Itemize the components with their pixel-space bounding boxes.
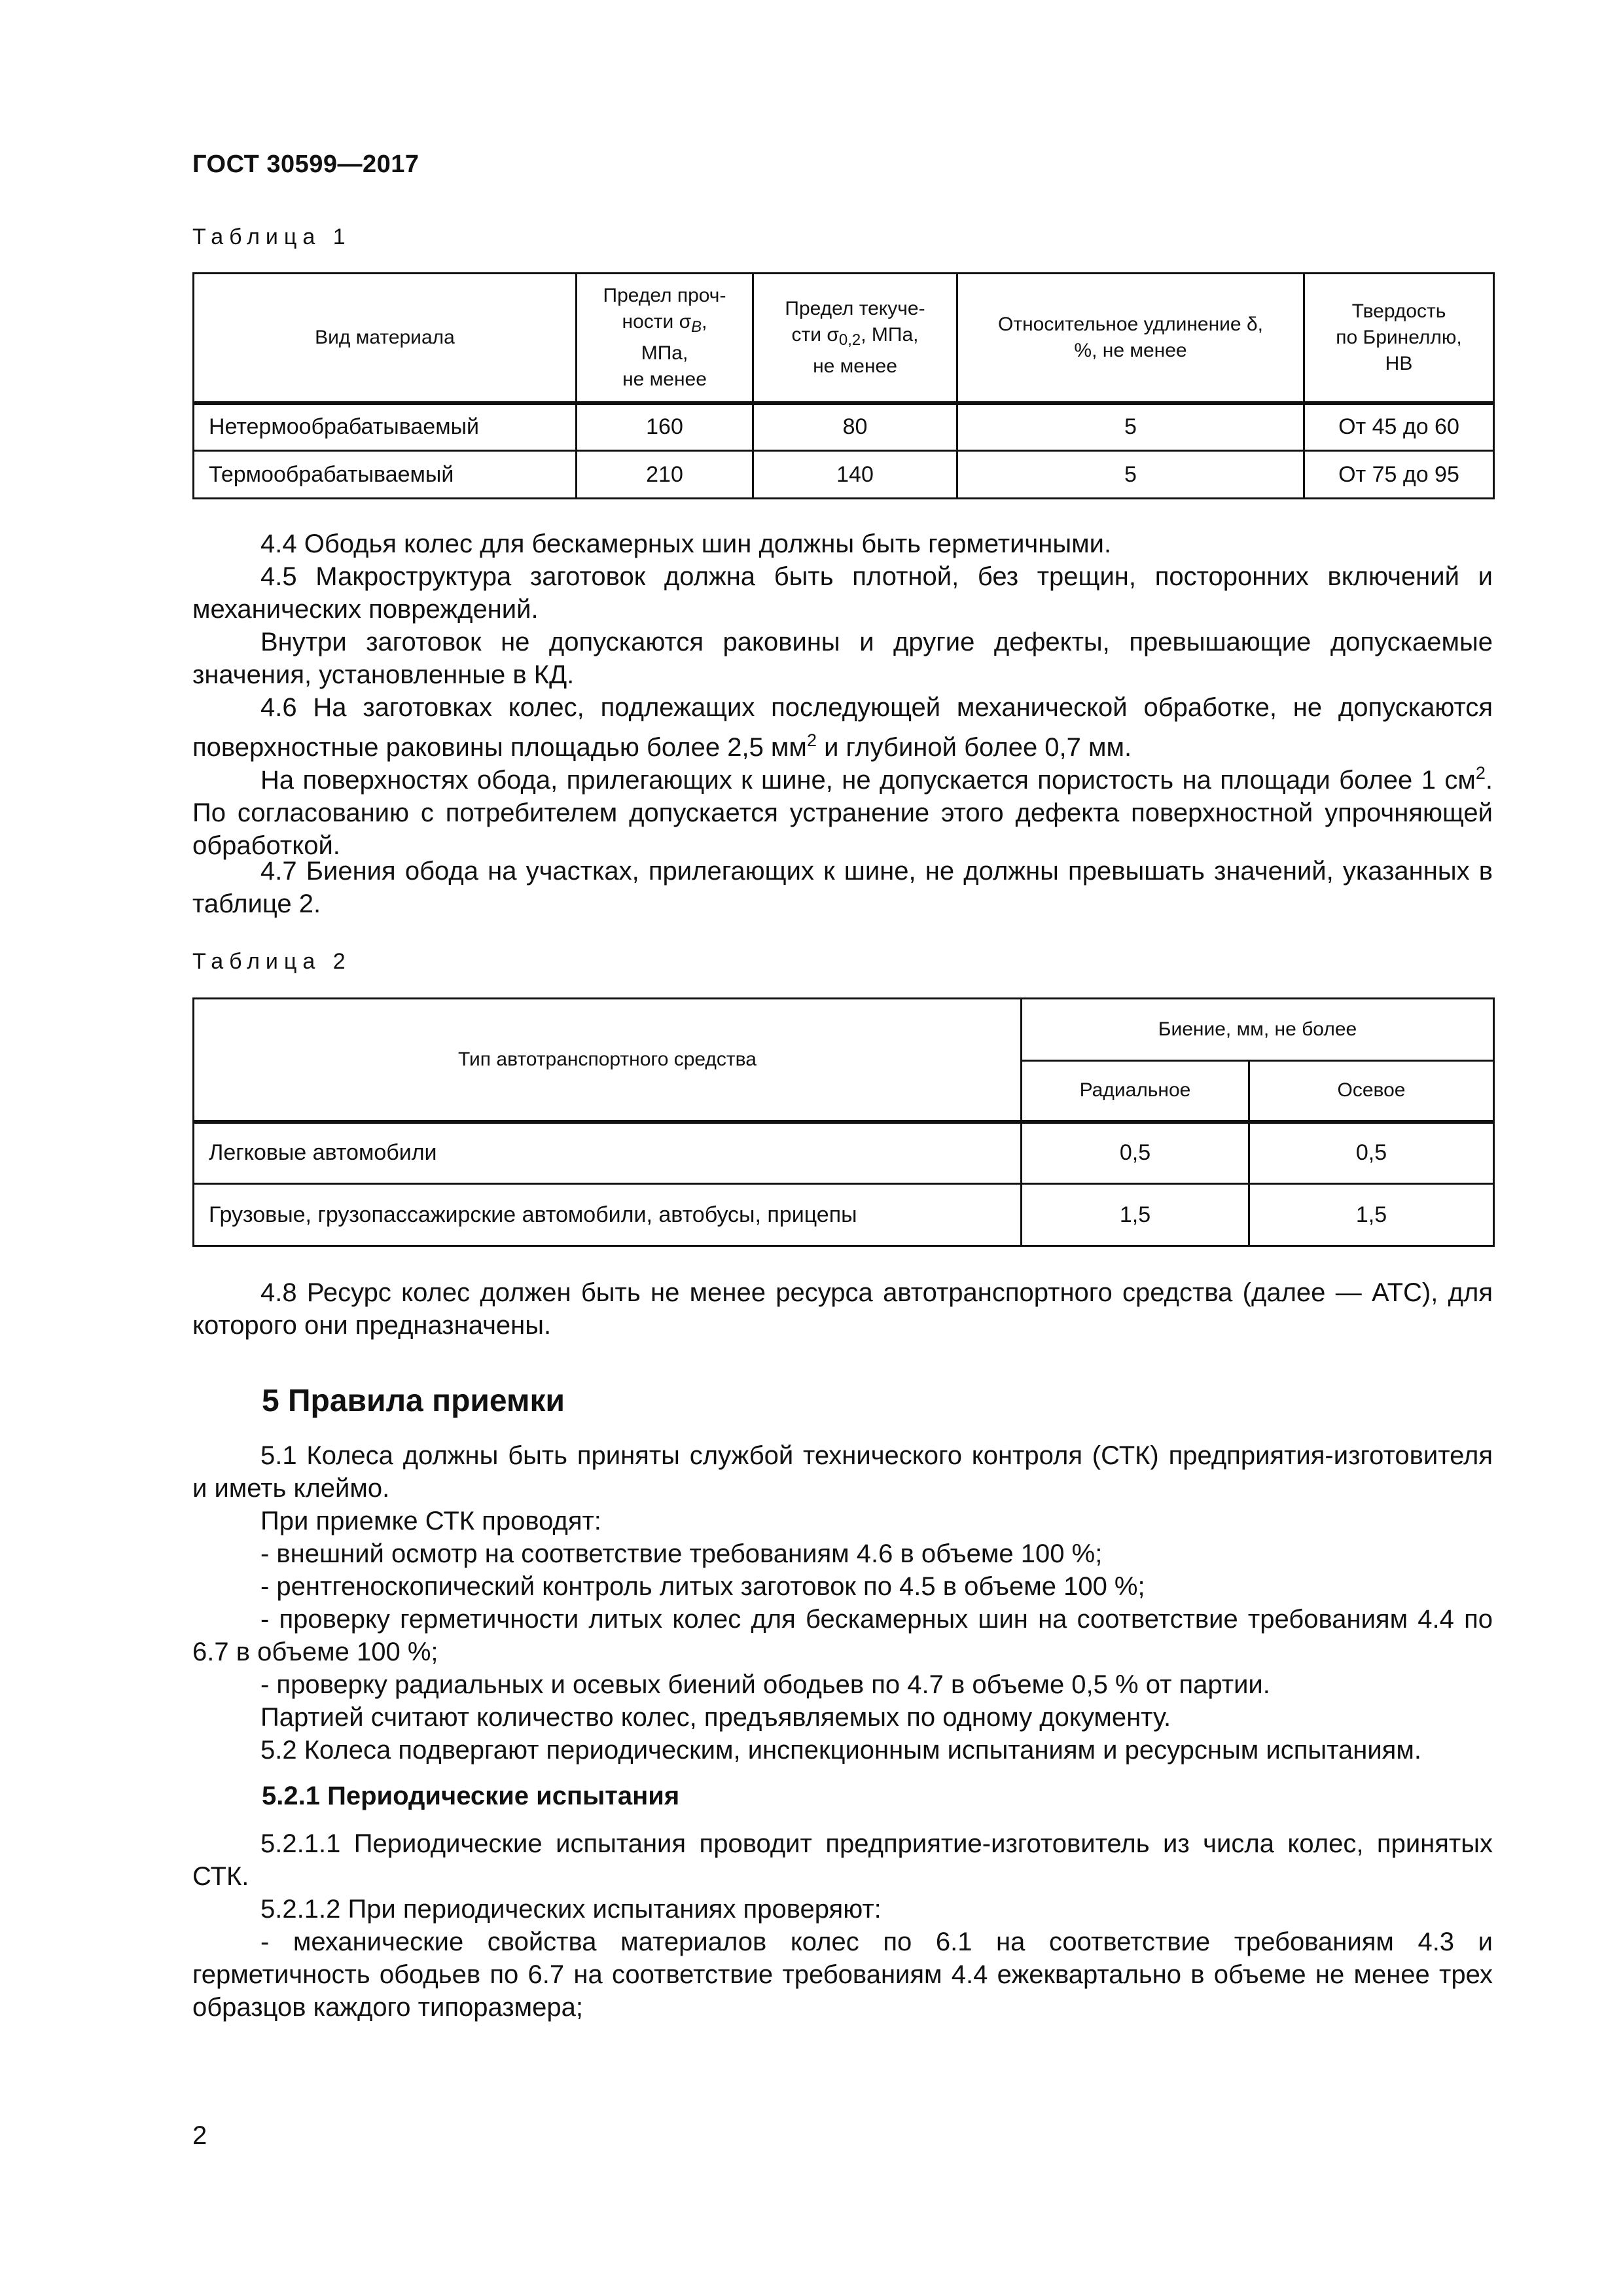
paragraph-4-7: 4.7 Биения обода на участках, прилегающих к шине, не должны превышать значений, указанных в таблице 2. (192, 857, 1493, 918)
paragraph-batch: Партией считают количество колес, предъявляемых по одному документу. (260, 1703, 1171, 1732)
t1-cell-hardness: От 45 до 60 (1304, 403, 1494, 451)
list-item: - внешний осмотр на соответствие требованиям 4.6 в объеме 100 %; (260, 1539, 1103, 1568)
subsection-5-2-1-title: 5.2.1 Периодические испытания (262, 1782, 680, 1810)
t2-cell-radial: 1,5 (1022, 1184, 1249, 1246)
paragraph-4-6: 4.6 На заготовках колес, подлежащих последующей механической обработке, не допускаются поверхностные раковины площадью более 2,5 $мм^2$ и глубиной более 0,7 мм. (192, 693, 1493, 762)
paragraph-4-8: 4.8 Ресурс колес должен быть не менее ресурса автотранспортного средства (далее — АТС), для которого они предназначены. (192, 1278, 1493, 1340)
table-1 (192, 272, 1495, 499)
table-row (194, 451, 1494, 499)
table1-caption: Таблица 1 (192, 224, 351, 249)
t2-cell-vehicle: Грузовые, грузопассажирские автомобили, автобусы, прицепы (194, 1184, 1022, 1246)
t2-cell-vehicle: Легковые автомобили (194, 1122, 1022, 1184)
t1-header-elongation: Относительное удлинение δ, %, не менее (957, 274, 1304, 403)
paragraph-5-1: 5.1 Колеса должны быть приняты службой технического контроля (СТК) предприятия-изготовителя и иметь клеймо. (192, 1441, 1493, 1503)
t1-header-hardness: Твердость по Бринеллю, НВ (1304, 274, 1494, 403)
section-5-title: 5 Правила приемки (262, 1384, 565, 1418)
t1-cell-material: Нетермообрабатываемый (194, 403, 577, 451)
t1-cell-elongation: 5 (957, 403, 1304, 451)
paragraph-4-5b: Внутри заготовок не допускаются раковины и другие дефекты, превышающие допускаемые значения, установленные в КД. (192, 628, 1493, 689)
table2-caption: Таблица 2 (192, 949, 351, 974)
list-item: - проверку герметичности литых колес для бескамерных шин на соответствие требованиям 4.4 по 6.7 в объеме 100 %; (192, 1605, 1493, 1666)
t2-header-axial: Осевое (1249, 1061, 1494, 1122)
document-header: ГОСТ 30599—2017 (192, 151, 419, 178)
t2-cell-axial: 1,5 (1249, 1184, 1494, 1246)
t1-cell-yield: 80 (753, 403, 957, 451)
page-number: 2 (192, 2121, 207, 2150)
t1-header-strength: Предел проч- ности $\sigma_B$, МПа, не менее (577, 274, 753, 403)
list-item: - проверку радиальных и осевых биений ободьев по 4.7 в объеме 0,5 % от партии. (260, 1670, 1270, 1699)
t1-header-yield: Предел текуче- сти $\sigma_{0,2}$, МПа, не менее (753, 274, 957, 403)
t1-cell-material: Термообрабатываемый (194, 451, 577, 499)
t1-cell-yield: 140 (753, 451, 957, 499)
paragraph-4-4: 4.4 Ободья колес для бескамерных шин должны быть герметичными. (260, 529, 1112, 558)
table-2 (192, 997, 1495, 1247)
paragraph-4-5: 4.5 Макроструктура заготовок должна быть плотной, без трещин, посторонних включений и механических повреждений. (192, 562, 1493, 624)
list-item: - механические свойства материалов колес по 6.1 на соответствие требованиям 4.3 и герметичность ободьев по 6.7 на соответствие требованиям 4.4 ежеквартально в объеме не менее трех образцов каждого типоразмера; (192, 1928, 1493, 2022)
t2-header-radial: Радиальное (1022, 1061, 1249, 1122)
table-row (194, 1184, 1494, 1246)
t2-header-runout: Биение, мм, не более (1022, 999, 1494, 1061)
list-item: - рентгеноскопический контроль литых заготовок по 4.5 в объеме 100 %; (260, 1572, 1145, 1601)
t1-cell-hardness: От 75 до 95 (1304, 451, 1494, 499)
t2-cell-radial: 0,5 (1022, 1122, 1249, 1184)
paragraph-5-2-1-2: 5.2.1.2 При периодических испытаниях проверяют: (260, 1895, 882, 1924)
paragraph-4-6b: На поверхностях обода, прилегающих к шине, не допускается пористость на площади более 1 $см^2$. По согласованию с потребителем допускается устранение этого дефекта поверхностной упрочняющей обработкой. (192, 763, 1493, 860)
t2-cell-axial: 0,5 (1249, 1122, 1494, 1184)
t1-header-material: Вид материала (194, 274, 577, 403)
paragraph-5-1-intro: При приемке СТК проводят: (260, 1507, 601, 1535)
t2-header-vehicle-type: Тип автотранспортного средства (194, 999, 1022, 1122)
t1-cell-strength: 160 (577, 403, 753, 451)
t1-cell-elongation: 5 (957, 451, 1304, 499)
t1-cell-strength: 210 (577, 451, 753, 499)
paragraph-5-2-1-1: 5.2.1.1 Периодические испытания проводит предприятие-изготовитель из числа колес, принятых СТК. (192, 1829, 1493, 1891)
paragraph-5-2: 5.2 Колеса подвергают периодическим, инспекционным испытаниям и ресурсным испытаниям. (260, 1736, 1421, 1765)
table-row (194, 403, 1494, 451)
table-row (194, 1122, 1494, 1184)
